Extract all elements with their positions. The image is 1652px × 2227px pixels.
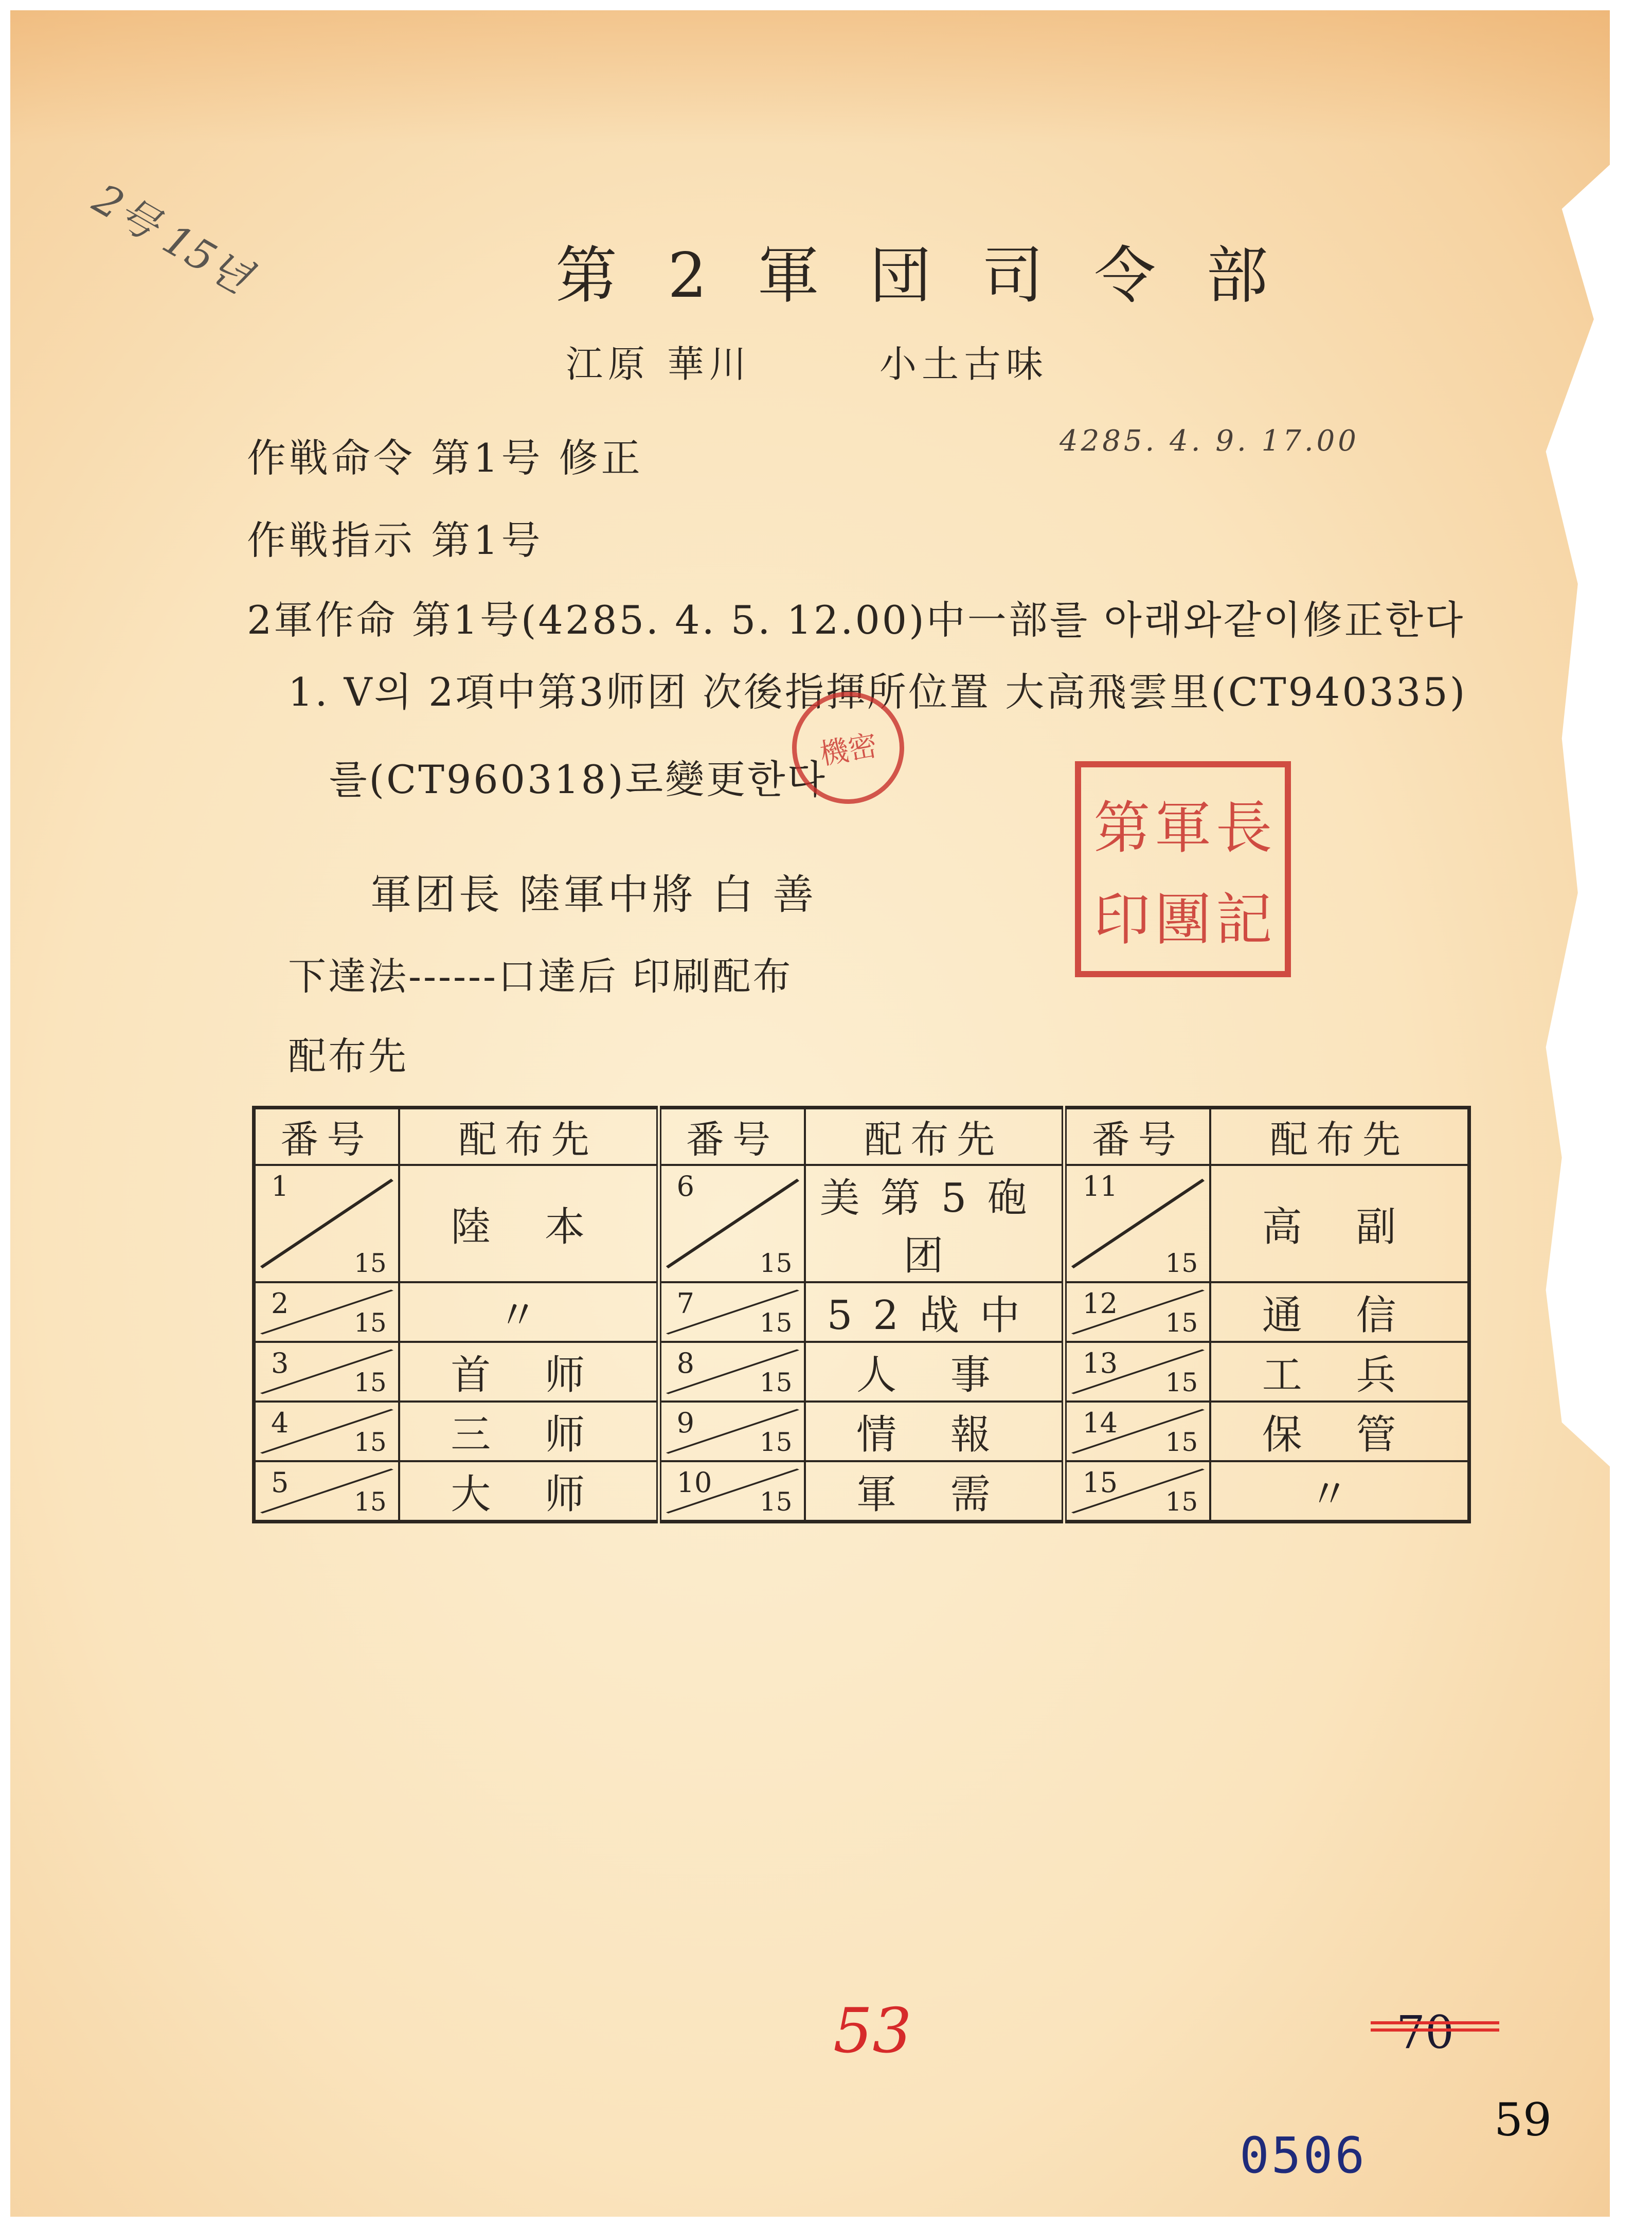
copy-total: 15 bbox=[354, 1487, 387, 1517]
copy-total: 15 bbox=[354, 1308, 387, 1338]
copy-number: 11 bbox=[1082, 1170, 1118, 1202]
destination-cell: 人 事 bbox=[805, 1342, 1065, 1402]
handwritten-page-number: 53 bbox=[833, 1996, 912, 2067]
table-row bbox=[254, 1342, 1469, 1402]
destination-cell: 三 师 bbox=[399, 1402, 659, 1461]
copy-total: 15 bbox=[1165, 1308, 1198, 1338]
header-destination: 配布先 bbox=[805, 1108, 1065, 1165]
seal-char: 第 bbox=[1093, 795, 1151, 861]
destination-cell: 〃 bbox=[399, 1282, 659, 1342]
copy-number-cell bbox=[254, 1165, 399, 1282]
copy-number-cell bbox=[659, 1402, 805, 1461]
copy-number: 1 bbox=[271, 1170, 289, 1202]
archive-id-stamp: 0506 bbox=[1240, 2127, 1367, 2184]
copy-number-cell bbox=[1064, 1402, 1210, 1461]
destination-cell: 情 報 bbox=[805, 1402, 1065, 1461]
copy-number: 6 bbox=[676, 1170, 694, 1202]
copy-number: 10 bbox=[676, 1466, 712, 1499]
destination-cell: 軍 需 bbox=[805, 1461, 1065, 1522]
seal-char: 長 bbox=[1215, 795, 1272, 861]
copy-total: 15 bbox=[1165, 1248, 1198, 1278]
copy-number-cell bbox=[1064, 1282, 1210, 1342]
copy-number-cell bbox=[254, 1402, 399, 1461]
copy-total: 15 bbox=[1165, 1487, 1198, 1517]
copy-number-cell bbox=[1064, 1461, 1210, 1522]
instruction-line: 作戦指示 第1号 bbox=[247, 517, 544, 563]
distribution-label: 配布先 bbox=[288, 1034, 408, 1079]
copy-number: 7 bbox=[676, 1287, 694, 1320]
header-number: 番号 bbox=[254, 1108, 399, 1165]
destination-cell: 通 信 bbox=[1210, 1282, 1469, 1342]
copy-total: 15 bbox=[759, 1368, 793, 1397]
copy-number: 13 bbox=[1082, 1347, 1118, 1379]
copy-number-cell bbox=[659, 1165, 805, 1282]
seal-char: 軍 bbox=[1154, 795, 1211, 861]
copy-number: 12 bbox=[1082, 1287, 1118, 1320]
archive-old-number: 70 bbox=[1396, 2006, 1454, 2059]
copy-number: 5 bbox=[271, 1466, 289, 1499]
copy-number: 15 bbox=[1082, 1466, 1118, 1499]
copy-number: 9 bbox=[676, 1407, 694, 1439]
copy-number: 3 bbox=[271, 1347, 289, 1379]
margin-note: 2号 15년 bbox=[85, 174, 259, 302]
copy-number-cell bbox=[659, 1461, 805, 1522]
table-row bbox=[254, 1402, 1469, 1461]
document-title: 第 2 軍 団 司 令 部 bbox=[555, 240, 1284, 312]
copy-total: 15 bbox=[759, 1308, 793, 1338]
seal-char: 團 bbox=[1154, 887, 1211, 953]
destination-cell: 保 管 bbox=[1210, 1402, 1469, 1461]
order-line: 作戦命令 第1号 修正 bbox=[247, 435, 643, 481]
copy-number-cell bbox=[254, 1282, 399, 1342]
copy-number-cell bbox=[254, 1342, 399, 1402]
seal-char: 記 bbox=[1215, 887, 1272, 953]
table-row bbox=[254, 1282, 1469, 1342]
table-header-row bbox=[254, 1108, 1469, 1165]
round-seal: 機密 bbox=[783, 683, 913, 813]
copy-number: 14 bbox=[1082, 1407, 1118, 1439]
copy-number-cell bbox=[1064, 1342, 1210, 1402]
copy-total: 15 bbox=[759, 1427, 793, 1457]
copy-total: 15 bbox=[759, 1248, 793, 1278]
header-destination: 配布先 bbox=[1210, 1108, 1469, 1165]
copy-total: 15 bbox=[1165, 1368, 1198, 1397]
commander-signature: 軍团長 陸軍中將 白 善 bbox=[370, 871, 817, 919]
body-line-3: 를(CT960318)로變更한다 bbox=[329, 757, 827, 802]
body-line-2: 1. V의 2項中第3师团 次後指揮所位置 大高飛雲里(CT940335) bbox=[288, 669, 1467, 715]
header-number: 番号 bbox=[659, 1108, 805, 1165]
distribution-table bbox=[252, 1106, 1471, 1523]
copy-total: 15 bbox=[354, 1368, 387, 1397]
copy-total: 15 bbox=[759, 1487, 793, 1517]
copy-number-cell bbox=[659, 1282, 805, 1342]
header-destination: 配布先 bbox=[399, 1108, 659, 1165]
copy-total: 15 bbox=[1165, 1427, 1198, 1457]
table-row bbox=[254, 1165, 1469, 1282]
copy-total: 15 bbox=[354, 1427, 387, 1457]
destination-cell: 高 副 bbox=[1210, 1165, 1469, 1282]
copy-number: 8 bbox=[676, 1347, 694, 1379]
location-text: 江原 華川 bbox=[566, 343, 751, 386]
copy-total: 15 bbox=[354, 1248, 387, 1278]
destination-cell: 〃 bbox=[1210, 1461, 1469, 1522]
copy-number-cell bbox=[659, 1342, 805, 1402]
header-number: 番号 bbox=[1064, 1108, 1210, 1165]
copy-number-cell bbox=[1064, 1165, 1210, 1282]
copy-number: 2 bbox=[271, 1287, 289, 1320]
table-row bbox=[254, 1461, 1469, 1522]
square-seal bbox=[1075, 761, 1291, 977]
distribution-method: 下達法------口達后 印刷配布 bbox=[288, 955, 793, 999]
destination-cell: 52战中 bbox=[805, 1282, 1065, 1342]
seal-char: 印 bbox=[1093, 887, 1151, 953]
destination-cell: 美第5砲团 bbox=[805, 1165, 1065, 1282]
copy-number-cell bbox=[254, 1461, 399, 1522]
destination-cell: 大 师 bbox=[399, 1461, 659, 1522]
location-site-text: 小土古味 bbox=[879, 343, 1049, 386]
destination-cell: 陸 本 bbox=[399, 1165, 659, 1282]
copy-number: 4 bbox=[271, 1407, 289, 1439]
destination-cell: 首 师 bbox=[399, 1342, 659, 1402]
destination-cell: 工 兵 bbox=[1210, 1342, 1469, 1402]
body-line-1: 2軍作命 第1号(4285. 4. 5. 12.00)中一部를 아래와같이修正한다 bbox=[247, 597, 1465, 643]
order-datetime: 4285. 4. 9. 17.00 bbox=[1060, 424, 1359, 458]
archive-page-number: 59 bbox=[1494, 2093, 1552, 2146]
